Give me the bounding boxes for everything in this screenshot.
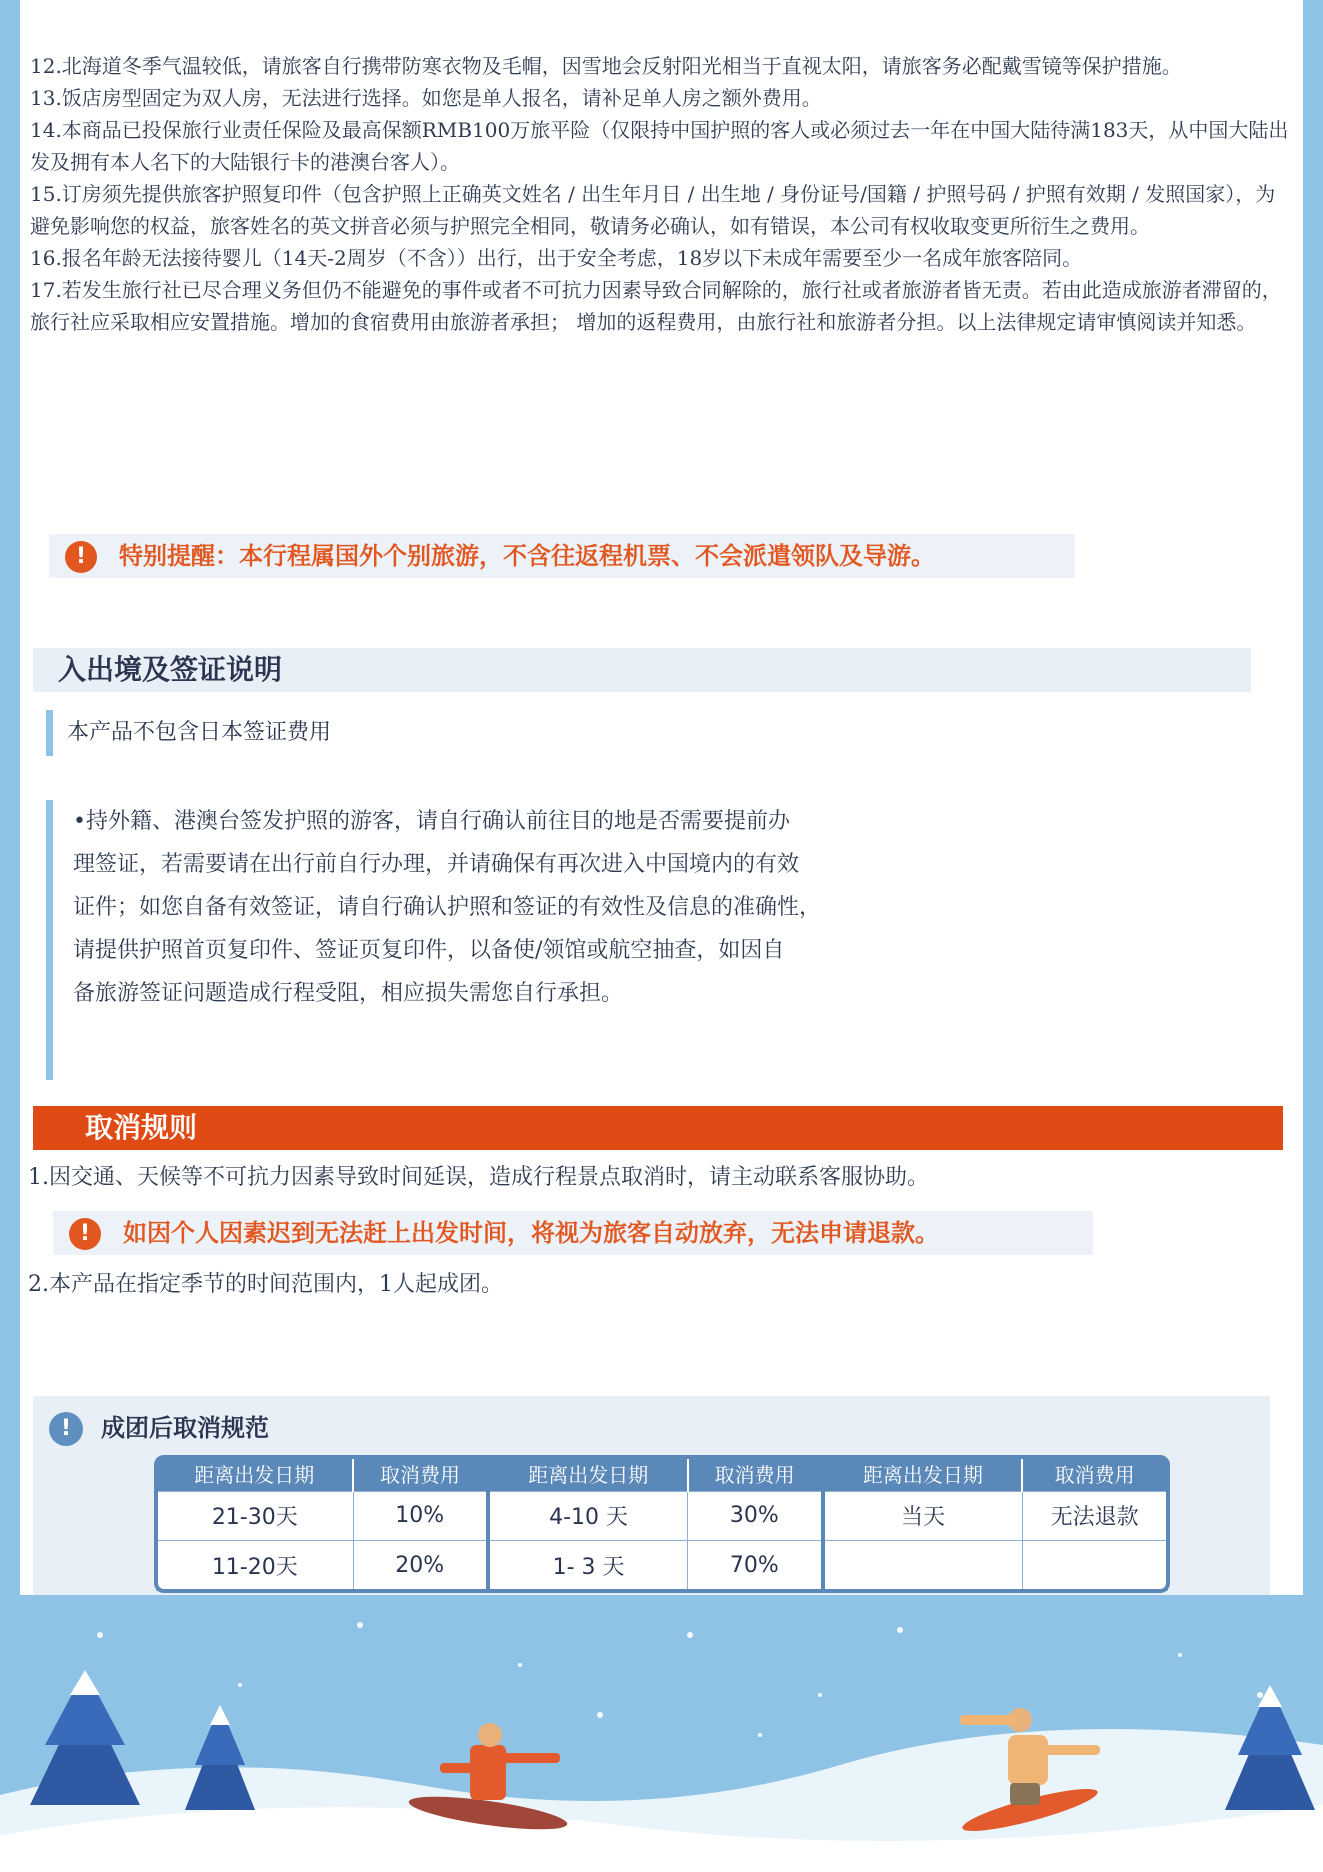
table-header: 距离出发日期 [823, 1457, 1023, 1491]
table-cell: 4-10 天 [488, 1491, 688, 1541]
visa-notes [46, 800, 866, 1080]
cancel-rule-1: 1.因交通、天候等不可抗力因素导致时间延误，造成行程景点取消时，请主动联系客服协助。 [28, 1165, 929, 1190]
table-cell: 当天 [823, 1491, 1023, 1541]
table-row [157, 1541, 1168, 1591]
winter-scene-illustration [0, 1595, 1323, 1872]
visa-subtitle: 本产品不包含日本签证费用 [46, 710, 646, 756]
policy-panel [33, 1396, 1270, 1604]
table-header: 距离出发日期 [488, 1457, 688, 1491]
policy-title-text: 成团后取消规范 [101, 1414, 269, 1442]
table-cell: 21-30天 [157, 1491, 354, 1541]
visa-line: 证件；如您自备有效签证，请自行确认护照和签证的有效性及信息的准确性， [73, 895, 822, 920]
term-12: 12.北海道冬季气温较低，请旅客自行携带防寒衣物及毛帽，因雪地会反射阳光相当于直视太阳，请旅客务必配戴雪镜等保护措施。 [30, 54, 1182, 78]
table-header: 取消费用 [353, 1457, 488, 1491]
visa-line: •持外籍、港澳台签发护照的游客，请自行确认前往目的地是否需要提前办 [73, 809, 790, 834]
cancel-rule-2: 2.本产品在指定季节的时间范围内，1人起成团。 [28, 1272, 503, 1297]
table-row [157, 1491, 1168, 1541]
cancel-fee-table [156, 1457, 1168, 1591]
table-cell: 70% [688, 1541, 823, 1591]
table-cell: 30% [688, 1491, 823, 1541]
term-15: 15.订房须先提供旅客护照复印件（包含护照上正确英文姓名 / 出生年月日 / 出生地 / 身份证号/国籍 / 护照号码 / 护照有效期 / 发照国家），为避免影响您的权益，旅客姓名的英文拼音必须与护照完全相同，敬请务必确认，如有错误，本公司有权收取变更所衍生之费用。 [30, 182, 1276, 238]
chat-alert-icon: ! [49, 1412, 83, 1446]
table-cell [823, 1541, 1023, 1591]
exclamation-icon: ! [69, 1218, 101, 1250]
visa-heading: 入出境及签证说明 [33, 648, 1251, 692]
table-cell [1022, 1541, 1167, 1591]
table-cell: 11-20天 [157, 1541, 354, 1591]
term-14: 14.本商品已投保旅行业责任保险及最高保额RMB100万旅平险（仅限持中国护照的客人或必须过去一年在中国大陆待满183天，从中国大陆出发及拥有本人名下的大陆银行卡的港澳台客人）。 [30, 118, 1289, 174]
table-header: 取消费用 [1022, 1457, 1167, 1491]
term-13: 13.饭店房型固定为双人房，无法进行选择。如您是单人报名，请补足单人房之额外费用。 [30, 86, 822, 110]
table-header: 距离出发日期 [157, 1457, 354, 1491]
visa-line: 请提供护照首页复印件、签证页复印件，以备使/领馆或航空抽查，如因自 [73, 938, 785, 963]
table-cell: 10% [353, 1491, 488, 1541]
cancel-heading: 取消规则 [33, 1106, 1283, 1150]
special-notice [49, 534, 1075, 578]
cancel-warning [53, 1211, 1093, 1255]
terms-list [30, 50, 1290, 338]
cancel-warning-text: 如因个人因素迟到无法赶上出发时间，将视为旅客自动放弃，无法申请退款。 [123, 1219, 939, 1247]
table-cell: 无法退款 [1022, 1491, 1167, 1541]
term-17: 17.若发生旅行社已尽合理义务但仍不能避免的事件或者不可抗力因素导致合同解除的，旅行社或者旅游者皆无责。若由此造成旅游者滞留的，旅行社应采取相应安置措施。增加的食宿费用由旅游者承担； 增加的返程费用，由旅行社和旅游者分担。以上法律规定请审慎阅读并知悉。 [30, 278, 1282, 334]
exclamation-icon: ! [65, 541, 97, 573]
policy-title [60, 1412, 269, 1444]
visa-line: 理签证，若需要请在出行前自行办理，并请确保有再次进入中国境内的有效 [73, 852, 800, 877]
table-header-row [157, 1457, 1168, 1491]
term-16: 16.报名年龄无法接待婴儿（14天-2周岁（不含））出行，出于安全考虑，18岁以下未成年需要至少一名成年旅客陪同。 [30, 246, 1083, 270]
table-cell: 1- 3 天 [488, 1541, 688, 1591]
table-header: 取消费用 [688, 1457, 823, 1491]
visa-line: 备旅游签证问题造成行程受阻，相应损失需您自行承担。 [73, 981, 624, 1006]
special-notice-text: 特别提醒：本行程属国外个别旅游，不含往返程机票、不会派遣领队及导游。 [119, 542, 935, 570]
table-cell: 20% [353, 1541, 488, 1591]
